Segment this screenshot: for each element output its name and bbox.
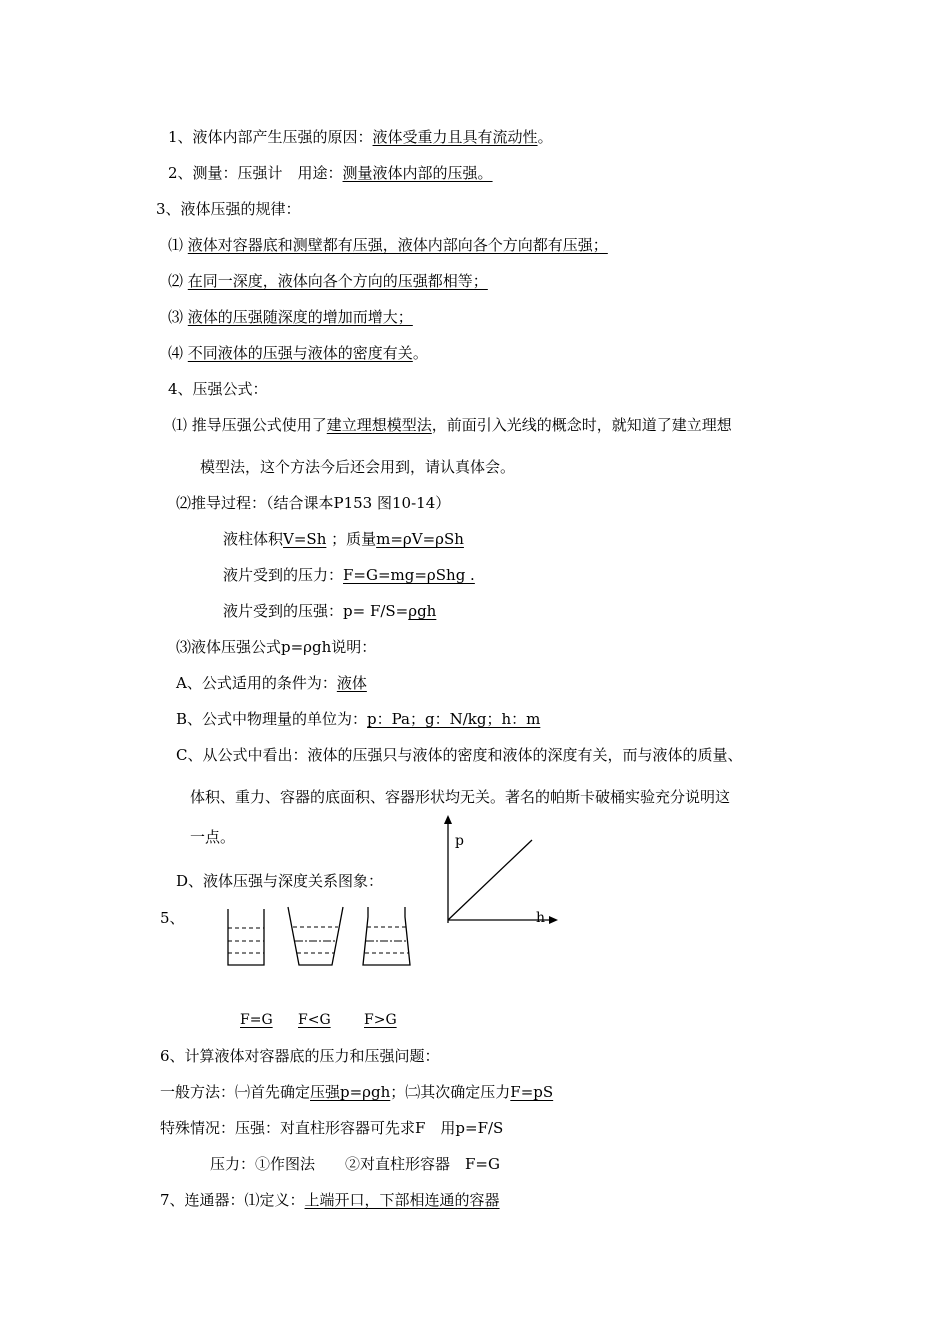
derivation-volume-prefix: 液柱体积 [223, 530, 284, 548]
derivation-force-value: F=G=mg=ρShg . [343, 566, 475, 584]
container-narrow-top [363, 907, 410, 965]
formula-note-1-answer: 建立理想模型法 [326, 416, 432, 434]
formula-note-1-prefix: ⑴ 推导压强公式使用了 [172, 416, 327, 434]
derivation-force [223, 565, 475, 585]
general-method-mid: ；㈡其次确定压力 [390, 1083, 511, 1101]
statement-7-prefix: 7、连通器：⑴定义： [160, 1191, 305, 1209]
rule-2 [168, 271, 488, 291]
derivation-volume [223, 529, 464, 549]
formula-conclusion-line-1: C、从公式中看出：液体的压强只与液体的密度和液体的深度有关，而与液体的质量、 [176, 746, 743, 764]
general-method-force: F=pS [510, 1083, 554, 1101]
container-label-less: F<G [298, 1012, 331, 1028]
statement-2-answer: 测量液体内部的压强。 [342, 164, 493, 182]
statement-1 [168, 127, 553, 147]
section-5-num: 5、 [160, 909, 185, 927]
rule-1 [168, 235, 608, 255]
formula-conclusion-line-2: 体积、重力、容器的底面积、容器形状均无关。著名的帕斯卡破桶实验充分说明这 [190, 788, 731, 806]
statement-2 [168, 163, 493, 183]
statement-7 [160, 1190, 500, 1210]
formula-units [176, 709, 540, 729]
rule-1-text: 液体对容器底和测壁都有压强，液体内部向各个方向都有压强； [187, 236, 608, 254]
rule-2-text: 在同一深度，液体向各个方向的压强都相等； [187, 272, 488, 290]
derivation-pressure [223, 601, 436, 621]
rule-1-num: ⑴ [168, 236, 184, 254]
statement-7-answer: 上端开口，下部相连通的容器 [304, 1191, 500, 1209]
pressure-depth-graph [430, 815, 570, 930]
statement-1-answer: 液体受重力且具有流动性 [372, 128, 538, 146]
derivation-pressure-prefix: 液片受到的压强：p= F/S= [223, 602, 409, 620]
formula-conclusion-line-3: 一点。 [190, 828, 236, 846]
container-wide-top [288, 907, 343, 965]
graph-y-arrow [444, 815, 452, 824]
formula-condition-answer: 液体 [336, 674, 367, 692]
formula-note-1 [172, 415, 732, 435]
derivation-title: ⑵推导过程：（结合课本P153 图10-14） [176, 494, 451, 512]
rule-4-num: ⑷ [168, 344, 184, 362]
derivation-pressure-value: ρgh [408, 602, 437, 620]
general-method-pressure: 压强p=ρgh [310, 1083, 391, 1101]
section-4-title: 4、压强公式： [168, 380, 268, 398]
rule-2-num: ⑵ [168, 272, 184, 290]
graph-line [448, 840, 532, 920]
formula-note-1-cont: 模型法，这个方法今后还会用到，请认真体会。 [200, 458, 516, 476]
statement-2-prefix: 2、测量：压强计 用途： [168, 164, 343, 182]
derivation-mass-value: m=ρV=ρSh [376, 530, 464, 548]
rule-4-text: 不同液体的压强与液体的密度有关 [187, 344, 413, 362]
special-case-pressure: 特殊情况：压强：对直柱形容器可先求F 用p=F/S [160, 1119, 504, 1137]
formula-units-answer: p：Pa；g：N/kg；h：m [367, 710, 541, 728]
derivation-force-prefix: 液片受到的压力： [223, 566, 344, 584]
container-diagrams [222, 905, 422, 970]
container-straight [228, 909, 264, 965]
rule-3-text: 液体的压强随深度的增加而增大； [187, 308, 413, 326]
formula-explain-title: ⑶液体压强公式p=ρgh说明： [176, 638, 377, 656]
depth-graph-caption: D、液体压强与深度关系图象： [176, 872, 384, 890]
general-method-prefix: 一般方法：㈠首先确定 [160, 1083, 311, 1101]
rule-4-suffix: 。 [412, 344, 428, 362]
statement-1-prefix: 1、液体内部产生压强的原因： [168, 128, 373, 146]
container-label-equal: F=G [240, 1012, 273, 1028]
rule-4 [168, 343, 428, 363]
rule-3 [168, 307, 413, 327]
rule-3-num: ⑶ [168, 308, 184, 326]
formula-condition [176, 673, 367, 693]
statement-1-suffix: 。 [537, 128, 553, 146]
special-case-force: 压力：①作图法 ②对直柱形容器 F=G [210, 1155, 500, 1173]
derivation-mass-label: ；质量 [326, 530, 377, 548]
section-6-title: 6、计算液体对容器底的压力和压强问题： [160, 1047, 440, 1065]
formula-note-1-suffix: ，前面引入光线的概念时，就知道了建立理想 [431, 416, 732, 434]
container-label-greater: F>G [364, 1012, 397, 1028]
derivation-volume-value: V=Sh [283, 530, 327, 548]
general-method [160, 1082, 553, 1102]
graph-y-label: p [455, 833, 464, 849]
section-3-title: 3、液体压强的规律： [156, 200, 301, 218]
graph-x-label: h [536, 910, 546, 926]
formula-units-prefix: B、公式中物理量的单位为： [176, 710, 368, 728]
formula-condition-prefix: A、公式适用的条件为： [176, 674, 337, 692]
graph-x-arrow [549, 916, 558, 924]
